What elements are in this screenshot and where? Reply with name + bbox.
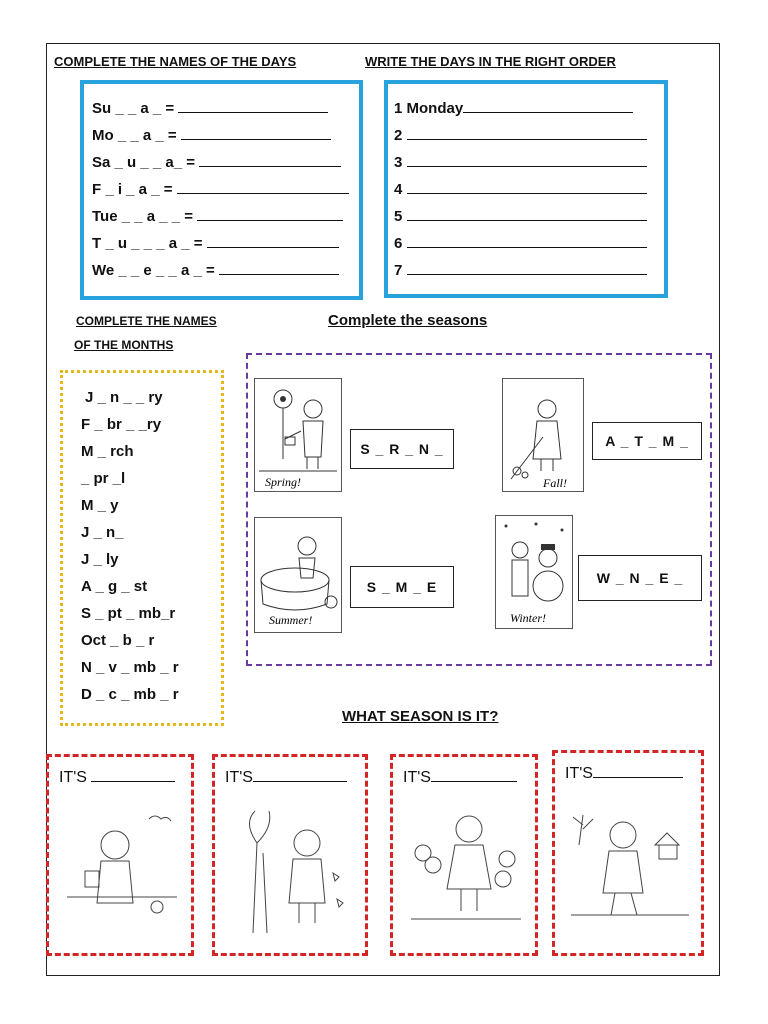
month-puzzle: M _ rch (81, 443, 134, 460)
summer-kid-drawing (63, 807, 181, 937)
day-puzzle: We _ _ e _ _ a _ = (92, 262, 215, 279)
month-puzzle: J _ n _ _ ry (85, 389, 163, 406)
fall-caption: Fall! (543, 476, 567, 490)
day-puzzle: Mo _ _ a _ = (92, 127, 177, 144)
days-order-box (384, 80, 668, 298)
spring-kid-drawing (407, 803, 525, 937)
order-item: 2 (394, 127, 403, 144)
spring-picture (254, 378, 342, 492)
month-puzzle: Oct _ b _ r (81, 632, 155, 649)
winter-caption: Winter! (510, 611, 546, 625)
order-item: 1 Monday (394, 100, 464, 117)
its-label: IT'S (59, 769, 87, 786)
heading-months-1: COMPLETE THE NAMES (76, 314, 217, 328)
answer-line[interactable] (407, 262, 647, 275)
season-card-2 (212, 754, 368, 956)
spring-puzzle-box[interactable]: S _ R _ N _ (350, 429, 454, 469)
answer-line[interactable] (178, 100, 328, 113)
months-box (60, 370, 224, 726)
winter-puzzle-box[interactable]: W _ N _ E _ (578, 555, 702, 601)
day-puzzle: Tue _ _ a _ _ = (92, 208, 194, 225)
month-puzzle: S _ pt _ mb_r (81, 605, 176, 622)
order-item: 3 (394, 154, 403, 171)
month-puzzle: M _ y (81, 497, 119, 514)
order-item: 4 (394, 181, 403, 198)
season-card-4 (552, 750, 704, 956)
answer-line[interactable] (177, 181, 349, 194)
day-puzzle: F _ i _ a _ = (92, 181, 173, 198)
answer-line[interactable] (207, 235, 339, 248)
answer-line[interactable] (407, 235, 647, 248)
heading-months-2: OF THE MONTHS (74, 338, 174, 352)
days-names-box (80, 80, 363, 300)
summer-caption: Summer! (269, 613, 313, 627)
answer-line[interactable] (91, 767, 175, 782)
answer-line[interactable] (199, 154, 341, 167)
season-card-3 (390, 754, 538, 956)
fall-puzzle-box[interactable]: A _ T _ M _ (592, 422, 702, 460)
month-puzzle: J _ ly (81, 551, 119, 568)
heading-what-season: WHAT SEASON IS IT? (342, 708, 499, 725)
day-puzzle: Sa _ u _ _ a_ = (92, 154, 195, 171)
spring-caption: Spring! (265, 475, 301, 489)
its-label: IT'S (403, 769, 431, 786)
answer-line[interactable] (407, 154, 647, 167)
winter-picture (495, 515, 573, 629)
summer-puzzle-box[interactable]: S _ M _ E (350, 566, 454, 608)
season-card-1 (46, 754, 194, 956)
answer-line[interactable] (407, 208, 647, 221)
day-puzzle: Su _ _ a _ = (92, 100, 175, 117)
its-label: IT'S (225, 769, 253, 786)
fall-picture (502, 378, 584, 492)
winter-kid-drawing (569, 805, 691, 935)
answer-line[interactable] (407, 181, 647, 194)
answer-line[interactable] (593, 763, 683, 778)
month-puzzle: J _ n_ (81, 524, 124, 541)
day-puzzle: T _ u _ _ _ a _ = (92, 235, 203, 252)
heading-seasons: Complete the seasons (328, 312, 488, 329)
answer-line[interactable] (253, 767, 347, 782)
month-puzzle: F _ br _ _ry (81, 416, 162, 433)
answer-line[interactable] (197, 208, 343, 221)
order-item: 6 (394, 235, 403, 252)
summer-picture (254, 517, 342, 633)
answer-line[interactable] (431, 767, 517, 782)
heading-days-names: COMPLETE THE NAMES OF THE DAYS (54, 54, 297, 69)
order-item: 7 (394, 262, 403, 279)
month-puzzle: N _ v _ mb _ r (81, 659, 179, 676)
order-item: 5 (394, 208, 403, 225)
heading-days-order: WRITE THE DAYS IN THE RIGHT ORDER (365, 54, 616, 69)
month-puzzle: A _ g _ st (81, 578, 148, 595)
month-puzzle: _ pr _l (81, 470, 126, 487)
answer-line[interactable] (181, 127, 331, 140)
answer-line[interactable] (463, 100, 633, 113)
answer-line[interactable] (407, 127, 647, 140)
answer-line[interactable] (219, 262, 339, 275)
its-label: IT'S (565, 765, 593, 782)
month-puzzle: D _ c _ mb _ r (81, 686, 179, 703)
autumn-kid-drawing (233, 803, 355, 937)
